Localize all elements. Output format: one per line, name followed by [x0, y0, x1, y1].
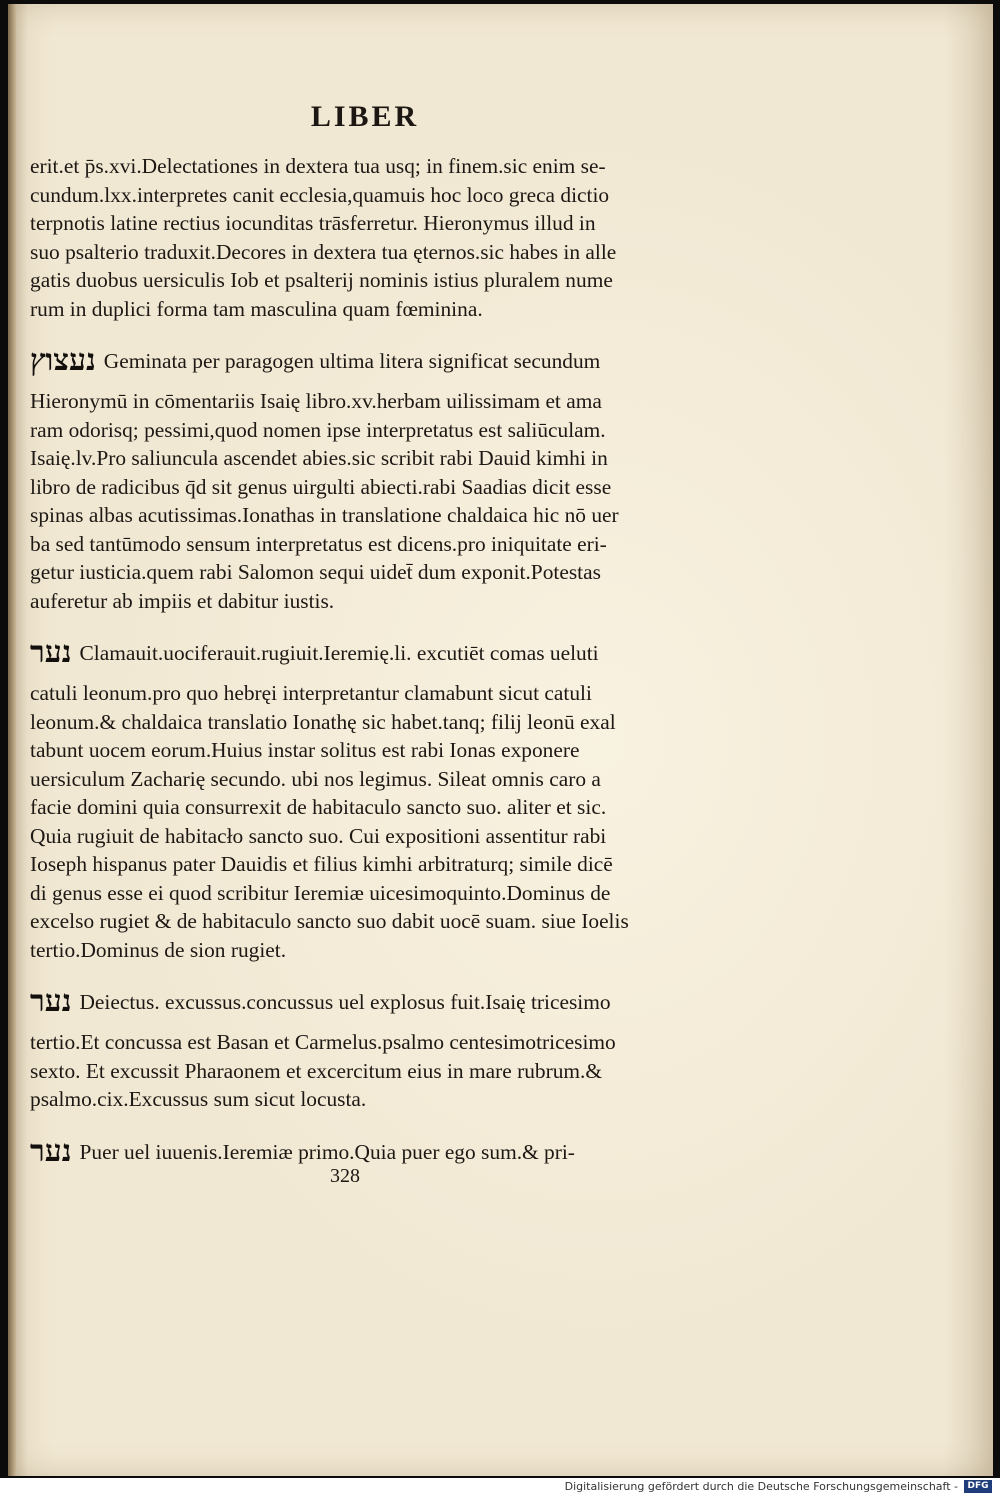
text-line: tabunt uocem eorum.Huius instar solitus est rabi Ionas exponere — [30, 738, 580, 762]
hebrew-lemma: נער — [30, 988, 72, 1019]
entry-headline — [30, 988, 690, 1028]
text-line: sexto. Et excussit Pharaonem et excercitum eius in mare rubrum.& — [30, 1058, 603, 1083]
text-line: Quia rugiuit de habitacło sancto suo. Cui expositioni assentitur rabi — [30, 823, 607, 848]
entry-first-line: Clamauit.uociferauit.rugiuit.Ieremię.li. excutiēt comas ueluti — [79, 641, 599, 665]
text-line: Hieronymū in cōmentariis Isaię libro.xv.herbam uilissimam et ama — [30, 389, 602, 413]
text-line: spinas albas acutissimas.Ionathas in translatione chaldaica hic nō uer — [30, 503, 619, 527]
text-line: tertio.Dominus de sion rugiet. — [30, 937, 287, 962]
text-line: facie domini quia consurrexit de habitaculo sancto suo. aliter et sic. — [30, 795, 607, 819]
text-line: gatis duobus uersiculis Iob et psalterij nominis istius pluralem nume — [30, 268, 613, 292]
lexicon-entry — [30, 347, 690, 615]
text-line: leonum.& chaldaica translatio Ionathę sic habet.tanq; filij leonū exal — [30, 709, 616, 734]
lexicon-entry — [30, 988, 690, 1114]
page-gutter-shadow — [8, 4, 16, 1476]
footer-credit: Digitalisierung gefördert durch die Deutsche Forschungsgemeinschaft - — [564, 1480, 958, 1493]
text-line: excelso rugiet & de habitaculo sancto suo dabit uocē suam. siue Ioelis — [30, 909, 629, 933]
text-line: Ioseph hispanus pater Dauidis et filius kimhi arbitraturq; simile dicē — [30, 852, 613, 876]
lexicon-entries — [30, 347, 690, 1178]
entry-headline — [30, 1138, 690, 1178]
running-head: LIBER — [310, 100, 420, 133]
hebrew-lemma: נער — [30, 1137, 72, 1169]
text-line: Isaię.lv.Pro saliuncula ascendet abies.sic scribit rabi Dauid kimhi in — [30, 446, 608, 470]
text-line: ram odorisq; pessimi,quod nomen ipse interpretatus est saliūculam. — [30, 417, 606, 442]
lexicon-entry — [30, 639, 690, 964]
hebrew-lemma: נעצוץ — [30, 347, 96, 378]
folio-number: 328 — [330, 1165, 360, 1187]
entry-headline — [30, 347, 690, 387]
entry-first-line: Puer uel iuuenis.Ieremiæ primo.Quia puer ego sum.& pri- — [79, 1139, 575, 1164]
text-line: getur iusticia.quem rabi Salomon sequi uidet̄ dum exponit.Potestas — [30, 560, 601, 584]
text-line: ba sed tantūmodo sensum interpretatus est dicens.pro iniquitate eri- — [30, 531, 607, 556]
text-line: rum in duplici forma tam masculina quam fœminina. — [30, 296, 483, 321]
entry-first-line: Geminata per paragogen ultima litera significat secundum — [103, 349, 601, 373]
text-line: suo psalterio traduxit.Decores in dextera tua ęternos.sic habes in alle — [30, 239, 617, 264]
text-line: auferetur ab impiis et dabitur iustis. — [30, 588, 335, 613]
text-line: tertio.Et concussa est Basan et Carmelus.psalmo centesimotricesimo — [30, 1030, 616, 1054]
entry-headline — [30, 639, 690, 679]
text-line: psalmo.cix.Excussus sum sicut locusta. — [30, 1087, 367, 1111]
text-line: erit.et p̄s.xvi.Delectationes in dextera tua usq; in finem.sic enim se- — [30, 154, 606, 178]
text-line: uersiculum Zacharię secundo. ubi nos legimus. Sileat omnis caro a — [30, 766, 601, 791]
text-line: terpnotis latine rectius iocunditas trāsferretur. Hieronymus illud in — [30, 211, 596, 235]
text-line: cundum.lxx.interpretes canit ecclesia,quamuis hoc loco greca dictio — [30, 182, 610, 207]
dfg-logo: DFG — [964, 1480, 992, 1493]
hebrew-lemma: נער — [30, 639, 72, 670]
lexicon-entry — [30, 1138, 690, 1178]
text-block — [30, 152, 690, 1178]
text-line: di genus esse ei quod scribitur Ieremiæ uicesimoquinto.Dominus de — [30, 880, 611, 905]
entry-first-line: Deiectus. excussus.concussus uel explosus fuit.Isaię tricesimo — [79, 990, 611, 1014]
text-line: libro de radicibus q̄d sit genus uirgulti abiecti.rabi Saadias dicit esse — [30, 474, 612, 499]
text-line: catuli leonum.pro quo hebręi interpretantur clamabunt sicut catuli — [30, 681, 592, 705]
intro-paragraph — [30, 152, 690, 323]
